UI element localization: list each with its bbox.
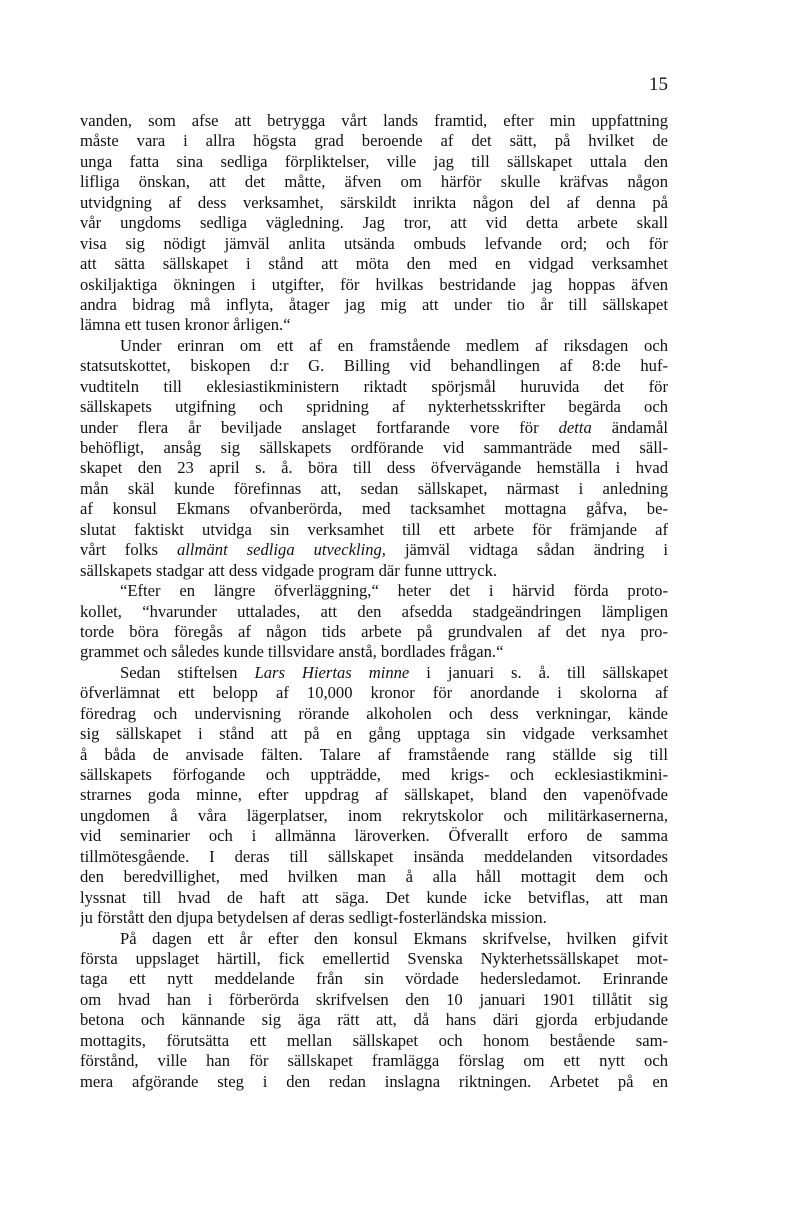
line-text: andra bidrag må inflyta, åtager jag mig att under tio år till sällskapet <box>80 294 668 314</box>
line-text: “Efter en längre öfverläggning,“ heter det i härvid förda proto- <box>120 581 668 601</box>
line-text: På dagen ett år efter den konsul Ekmans skrifvelse, hvilken gifvit <box>120 928 668 948</box>
text-line <box>80 336 668 356</box>
text-line <box>80 642 668 662</box>
line-text: taga ett nytt meddelande från sin vördade hedersledamot. Erinrande <box>80 969 668 989</box>
text-line <box>80 356 668 376</box>
line-text: vanden, som afse att betrygga vårt lands framtid, efter min uppfattning <box>80 111 668 130</box>
text-line <box>80 602 668 622</box>
line-text: å båda de anvisade fälten. Talare af framstående rang ställde sig till <box>80 744 668 764</box>
text-line <box>80 275 668 295</box>
line-text: ju förstått den djupa betydelsen af deras sedligt-fosterländska mission. <box>80 908 547 928</box>
line-text: Under erinran om ett af en framstående medlem af riksdagen och <box>120 335 668 355</box>
line-text: sig sällskapet i stånd att på en gång upptaga sin vidgade verksamhet <box>80 724 668 744</box>
text-line <box>80 111 668 131</box>
text-line <box>80 745 668 765</box>
text-line <box>80 888 668 908</box>
text-line <box>80 765 668 785</box>
line-text: betona och kännande sig äga rätt att, då hans däri gjorda erbjudande <box>80 1010 668 1030</box>
text-line <box>80 847 668 867</box>
text-line <box>80 990 668 1010</box>
text-line <box>80 377 668 397</box>
line-text: ändamål <box>591 417 668 437</box>
text-line <box>80 1010 668 1030</box>
text-line <box>80 458 668 478</box>
line-text: öfverlämnat ett belopp af 10,000 kronor för anordande i skolorna af <box>80 683 668 703</box>
line-text: jämväl vidtaga sådan ändring i <box>385 540 668 560</box>
text-line <box>80 520 668 540</box>
line-text: sällskapets utgifning och spridning af nykterhetsskrifter begärda och <box>80 397 668 417</box>
line-text: föredrag och undervisning rörande alkoholen och dess verkningar, kände <box>80 703 668 723</box>
text-line <box>80 397 668 417</box>
text-line <box>80 867 668 887</box>
text-line <box>80 806 668 826</box>
line-text: att sätta sällskapet i stånd att möta den med en vidgad verksamhet <box>80 254 668 274</box>
line-text: vårt folks <box>80 540 177 560</box>
line-text: vudtiteln till eklesiastikministern riktadt spörjsmål huruvida det för <box>80 376 668 396</box>
text-line <box>80 1031 668 1051</box>
line-text: förstånd, ville han för sällskapet framlägga förslag om ett nytt och <box>80 1051 668 1071</box>
emphasis-text: allmänt sedliga utveckling, <box>176 540 386 560</box>
text-line <box>80 949 668 969</box>
line-text: statsutskottet, biskopen d:r G. Billing vid behandlingen af 8:de huf- <box>80 356 668 376</box>
text-line <box>80 479 668 499</box>
line-text: måste vara i allra högsta grad beroende af det sätt, på hvilket de <box>80 131 668 151</box>
line-text: i januari s. å. till sällskapet <box>409 662 668 682</box>
text-line <box>80 295 668 315</box>
line-text: om hvad han i förberörda skrifvelsen den 10 januari 1901 tillåtit sig <box>80 989 668 1009</box>
line-text: sällskapets förfogande och uppträdde, med krigs- och ecklesiastikmini- <box>80 765 668 784</box>
text-line <box>80 315 668 335</box>
line-text: oskiljaktiga ökningen i utgifter, för hvilkas bestridande jag hoppas äfven <box>80 274 668 294</box>
line-text: unga fatta sina sedliga förpliktelser, ville jag till sällskapet uttala den <box>80 151 668 171</box>
line-text: torde böra föregås af någon tids arbete på grundvalen af det nya pro- <box>80 621 668 641</box>
emphasis-text: detta <box>558 417 592 437</box>
text-line <box>80 152 668 172</box>
text-line <box>80 1051 668 1071</box>
text-line <box>80 131 668 151</box>
line-text: slutat faktiskt utvidga sin verksamhet till ett arbete för främjande af <box>80 519 668 539</box>
line-text: mottagits, förutsätta ett mellan sällskapet och honom bestående sam- <box>80 1030 668 1050</box>
line-text: skapet den 23 april s. å. böra till dess öfvervägande hemställa i hvad <box>80 458 668 478</box>
line-text: lifliga önskan, att det måtte, äfven om härför skulle kräfvas någon <box>80 172 668 192</box>
text-line <box>80 908 668 928</box>
text-line <box>80 929 668 949</box>
body-text <box>80 111 668 1092</box>
text-line <box>80 663 668 683</box>
line-text: ungdomen å våra lägerplatser, inom rekrytskolor och militärkasernerna, <box>80 805 668 825</box>
line-text: Sedan stiftelsen <box>120 662 255 682</box>
text-line <box>80 826 668 846</box>
text-line <box>80 213 668 233</box>
text-line <box>80 785 668 805</box>
text-line <box>80 234 668 254</box>
text-line <box>80 438 668 458</box>
line-text: af konsul Ekmans ofvanberörda, med tacksamhet mottagna gåfva, be- <box>80 499 668 519</box>
line-text: lyssnat till hvad de haft att säga. Det kunde icke betviflas, att man <box>80 887 668 907</box>
text-line <box>80 499 668 519</box>
line-text: vid seminarier och i allmänna läroverken. Öfverallt erforo de samma <box>80 826 668 846</box>
text-line <box>80 704 668 724</box>
text-line <box>80 1072 668 1092</box>
line-text: den beredvillighet, med hvilken man å alla håll mottagit dem och <box>80 867 668 887</box>
line-text: lämna ett tusen kronor årligen.“ <box>80 315 291 335</box>
line-text: utvidgning af dess verksamhet, särskildt inrikta någon del af denna på <box>80 192 668 212</box>
line-text: sällskapets stadgar att dess vidgade program där funne uttryck. <box>80 560 498 580</box>
line-text: tillmötesgående. I deras till sällskapet insända meddelanden vitsordades <box>80 846 668 866</box>
emphasis-text: Lars Hiertas minne <box>254 662 410 682</box>
text-line <box>80 581 668 601</box>
line-text: mera afgörande steg i den redan inslagna riktningen. Arbetet på en <box>80 1071 668 1091</box>
line-text: grammet och således kunde tillsvidare anstå, bordlades frågan.“ <box>80 642 504 662</box>
line-text: kollet, “hvarunder uttalades, att den afsedda stadgeändringen lämpligen <box>80 601 668 621</box>
line-text: vår ungdoms sedliga vägledning. Jag tror, att vid detta arbete skall <box>80 213 668 233</box>
text-line <box>80 418 668 438</box>
text-line <box>80 969 668 989</box>
text-line <box>80 683 668 703</box>
text-line <box>80 172 668 192</box>
line-text: visa sig nödigt jämväl anlita utsända ombuds lefvande ord; och för <box>80 233 668 253</box>
text-line <box>80 254 668 274</box>
line-text: behöfligt, ansåg sig sällskapets ordförande vid sammanträde med säll- <box>80 438 668 457</box>
line-text: strarnes goda minne, efter uppdrag af sällskapet, bland den vapenöfvade <box>80 785 668 805</box>
text-line <box>80 540 668 560</box>
page-number: 15 <box>649 74 668 95</box>
line-text: under flera år beviljade anslaget fortfarande vore för <box>80 417 559 437</box>
line-text: mån skäl kunde förefinnas att, sedan sällskapet, närmast i anledning <box>80 478 668 498</box>
text-line <box>80 724 668 744</box>
text-line <box>80 193 668 213</box>
text-line <box>80 561 668 581</box>
text-line <box>80 622 668 642</box>
line-text: första uppslaget härtill, fick emellertid Svenska Nykterhetssällskapet mot- <box>80 948 668 968</box>
